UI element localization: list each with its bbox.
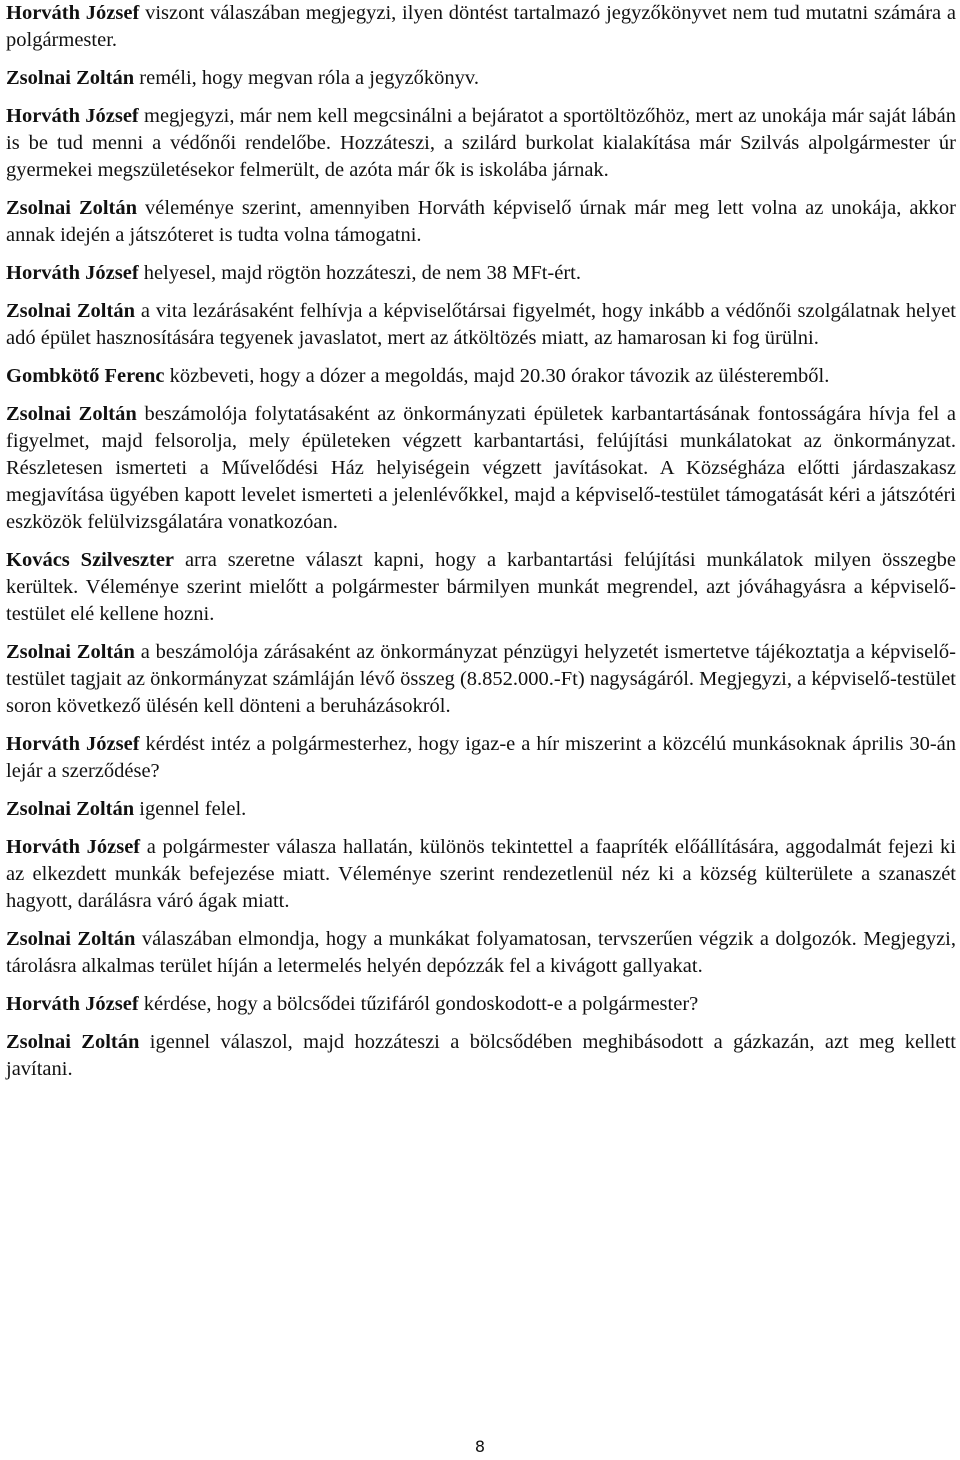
speaker-name: Horváth József (6, 993, 139, 1015)
paragraph (6, 298, 956, 352)
document-page (6, 0, 956, 1094)
paragraph-text: beszámolója folytatásaként az önkormányzati épületek karbantartásának fontosságára hívja fel a figyelmet, majd felsorolja, mely épületeken végzett karbantartási, felújítási munkálatokat az önkormányzat. Részletesen ismerteti a Művelődési Ház helyiségein végzett javításokat. A Községháza előtti járdaszakasz megjavítása ügyében kapott levelet ismerteti a jelenlévőkkel, majd a képviselő-testület támogatását kéri a játszótéri eszközök felülvizsgálatára vonatkozóan. (6, 403, 956, 533)
speaker-name: Horváth József (6, 105, 139, 127)
paragraph-text: kérdése, hogy a bölcsődei tűzifáról gondoskodott-e a polgármester? (138, 993, 699, 1015)
paragraph-text: viszont válaszában megjegyzi, ilyen döntést tartalmazó jegyzőkönyvet nem tud mutatni számára a polgármester. (6, 2, 956, 51)
paragraph-text: közbeveti, hogy a dózer a megoldás, majd 20.30 órakor távozik az ülésteremből. (164, 365, 830, 387)
paragraph (6, 796, 956, 823)
speaker-name: Horváth József (6, 836, 141, 858)
paragraph-text: megjegyzi, már nem kell megcsinálni a bejáratot a sportöltözőhöz, mert az unokája már saját lábán is be tud menni a védőnői rendelőbe. Hozzáteszi, a szilárd burkolat kialakítása már Szilvás alpolgármester úr gyermekei megszületésekor felmerült, de azóta már ők is iskolába járnak. (6, 105, 956, 181)
paragraph (6, 731, 956, 785)
paragraph (6, 401, 956, 536)
speaker-name: Zsolnai Zoltán (6, 641, 135, 663)
paragraph (6, 1029, 956, 1083)
speaker-name: Zsolnai Zoltán (6, 1031, 140, 1053)
speaker-name: Zsolnai Zoltán (6, 928, 136, 950)
speaker-name: Zsolnai Zoltán (6, 67, 135, 89)
paragraph-text: kérdést intéz a polgármesterhez, hogy igaz-e a hír miszerint a közcélú munkásoknak április 30-án lejár a szerződése? (6, 733, 957, 782)
speaker-name: Zsolnai Zoltán (6, 300, 135, 322)
paragraph (6, 991, 956, 1018)
paragraph (6, 834, 956, 915)
paragraph (6, 926, 956, 980)
paragraph (6, 103, 956, 184)
paragraph-text: reméli, hogy megvan róla a jegyzőkönyv. (134, 67, 479, 89)
paragraph (6, 547, 956, 628)
paragraph (6, 363, 956, 390)
speaker-name: Zsolnai Zoltán (6, 403, 137, 425)
speaker-name: Horváth József (6, 262, 139, 284)
paragraph-text: arra szeretne választ kapni, hogy a karbantartási felújítási munkálatok milyen összegbe kerültek. Véleménye szerint mielőtt a polgármester bármilyen munkát megrendel, azt jóváhagyásra a képviselő-testület elé kellene hozni. (6, 549, 956, 625)
paragraph-text: a polgármester válasza hallatán, különös tekintettel a faapríték előállítására, aggodalmát fejezi ki az elkezdett munkák befejezése miatt. Véleménye szerint rendezetlenül néz ki a község külterülete a szanaszét hagyott, darálásra váró ágak miatt. (6, 836, 956, 912)
paragraph-text: igennel válaszol, majd hozzáteszi a bölcsődében meghibásodott a gázkazán, azt meg kellett javítani. (6, 1031, 956, 1080)
paragraph (6, 260, 956, 287)
speaker-name: Kovács Szilveszter (6, 549, 175, 571)
paragraph-text: igennel felel. (134, 798, 247, 820)
paragraph (6, 65, 956, 92)
speaker-name: Zsolnai Zoltán (6, 197, 138, 219)
paragraph-text: a vita lezárásaként felhívja a képviselőtársai figyelmét, hogy inkább a védőnői szolgálatnak helyet adó épület hasznosítására tegyenek javaslatot, mert az átköltözés miatt, az hamarosan ki fog ürülni. (6, 300, 956, 349)
paragraph-text: válaszában elmondja, hogy a munkákat folyamatosan, tervszerűen végzik a dolgozók. Megjegyzi, tárolásra alkalmas terület híján a letermelés helyén depózzák fel a kivágott gallyakat. (6, 928, 956, 977)
paragraph (6, 639, 956, 720)
speaker-name: Horváth József (6, 2, 140, 24)
page-number: 8 (474, 1437, 486, 1456)
speaker-name: Gombkötő Ferenc (6, 365, 165, 387)
speaker-name: Zsolnai Zoltán (6, 798, 135, 820)
paragraph (6, 195, 956, 249)
paragraph-text: helyesel, majd rögtön hozzáteszi, de nem 38 MFt-ért. (138, 262, 581, 284)
paragraph-text: a beszámolója zárásaként az önkormányzat pénzügyi helyzetét ismertetve tájékoztatja a képviselő-testület tagjait az önkormányzat számláján lévő összeg (8.852.000.-Ft) nagyságáról. Megjegyzi, a képviselő-testület soron következő ülésén kell dönteni a beruházásokról. (6, 641, 956, 717)
paragraph-text: véleménye szerint, amennyiben Horváth képviselő úrnak már meg lett volna az unokája, akkor annak idején a játszóteret is tudta volna támogatni. (6, 197, 956, 246)
speaker-name: Horváth József (6, 733, 140, 755)
paragraph (6, 0, 956, 54)
